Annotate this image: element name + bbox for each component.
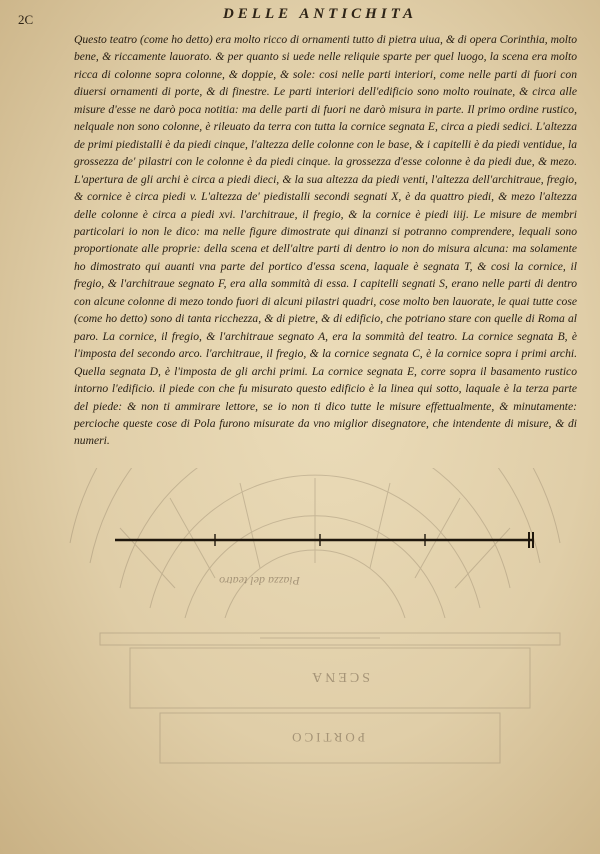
measurement-scale-line — [115, 532, 533, 548]
running-title: DELLE ANTICHITA — [222, 6, 418, 22]
page-number: 2C — [18, 12, 34, 27]
plan-label-piazza: Piazza del teatro — [219, 574, 300, 588]
plan-label-scena: SCENA — [309, 669, 370, 684]
theatre-plan-bleed-through — [0, 468, 600, 788]
plan-label-portico: PORTICO — [289, 730, 365, 745]
body-paragraph: Questo teatro (come ho detto) era molto ricco di ornamenti tutto di pietra uiua, & di opera Corinthia, molto bene, & riccamente lauorato. & per quanto si uede nelle reliquie sparte per quel luogo, la scena era molto ricca di colonne sopra colonne, & doppie, & sole: cosi nelle parti interiori, come nelle parti di fuori con diuersi ornamenti di porte, & di finestre. Le parti interiori dell'edificio sono molto rouinate, & circa alle misure d'esse ne darò poca notitia: ma delle parti di fuori ne darò misura in parte. Il primo ordine rustico, nelquale non sono colonne, è rileuato da terra con tutta la cornice segnata E, circa a piedi sedici. L'altezza de primi piedistalli è da piedi cinque, l'altezza delle colonne con le base, & i capitelli è da piedi ventidue, la grossezza de' pilastri con le colonne è da piedi cinque. la grossezza d'esse colonne è da piedi due, & mezo. L'apertura de gli archi è circa a piedi dieci, & la sua altezza da piedi venti, l'altezza dell'architraue, fregio, & cornice è circa piedi v. L'altezza de' piedistalli secondi segnati X, è da quattro piedi, & mezo l'altezza delle colonne è circa a piedi xvi. l'architraue, il fregio, & la cornice è piedi iiij. Le misure de membri particolari io non le dico: ma nelle figure dimostrate qui dinanzi si potranno comprendere, lequali sono proportionate alle proprie: della scena et dell'altre parti di dentro io non do misura alcuna: ma solamente ho dimostrato qui auanti vna parte del portico d'essa scena, laquale è segnata T, & cosi la cornice, il fregio, & l'architraue segnato F, era alla sommità di essa. I capitelli segnati S, erano nelle parti di dentro con alcune colonne di mezo tondo fuori di alcuni pilastri quadri, cose molto ben lauorate, le quai tutte cose (come ho detto) sono di tanta ricchezza, & di pietre, & di edificio, che potriano stare con quelle di Roma al paro. La cornice, il fregio, & l'architraue segnato A, era la sommità del teatro. La cornice segnata B, è l'imposta del secondo arco. l'architraue, il fregio, & la cornice segnata C, è la cornice sopra i primi archi. Quella segnata D, è l'imposta de gli archi primi. La cornice segnata E, corre sopra il basamento rustico intorno l'edificio. il piede con che fu misurato questo edificio è la linea qui sotto, laquale è la terza parte del piede: & non ti ammirare lettore, se io non ti dico tutte le misure effettualmente, & minutamente: percioche queste cose di Pola furono misurate da vno miglior disegnatore, che intendente di misure, & di numeri. — [74, 33, 577, 448]
